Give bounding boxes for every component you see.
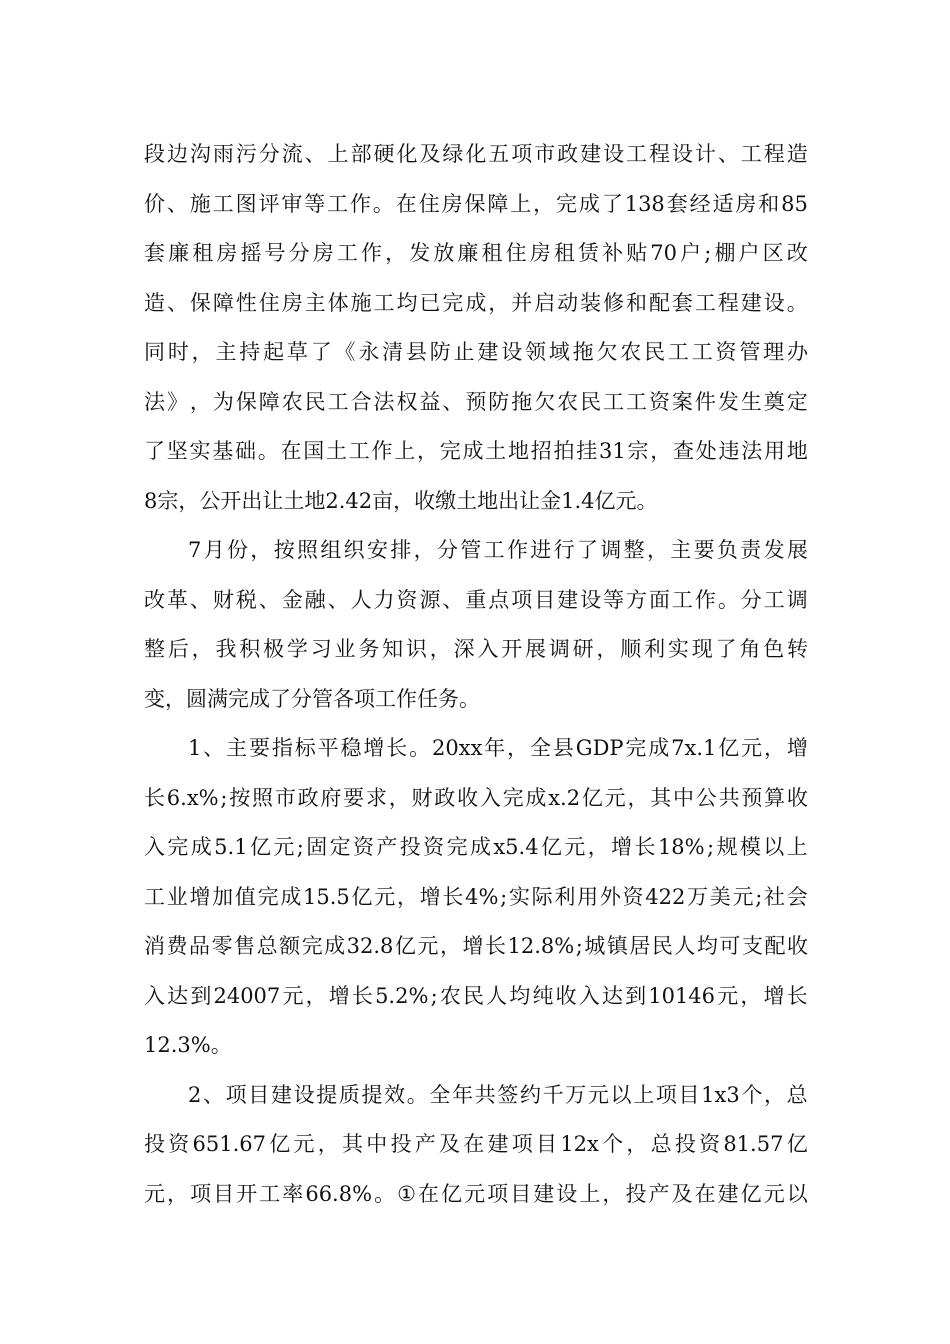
text-line: 整 后 ， 我 积 极 学 习 业 务 知 识 ， 深 入 开 展 调 研 ， 顺 利 实 现 了 角 色 转: [144, 637, 808, 661]
text-line: 投 资 651.67 亿 元 ， 其 中 投 产 及 在 建 项 目 12x 个 ， 总 投 资 81.57 亿: [144, 1132, 808, 1156]
text-line: 变，圆满完成了分管各项工作任务。: [144, 686, 480, 711]
text-line: 法 》 ， 为 保 障 农 民 工 合 法 权 益 、 预 防 拖 欠 农 民 工 工 资 案 件 发 生 奠 定: [144, 389, 808, 414]
text-line: 改 革 、 财 税 、 金 融 、 人 力 资 源 、 重 点 项 目 建 设 等 方 面 工 作 。 分 工 调: [144, 587, 808, 612]
text-line: 同 时 ， 主 持 起 草 了 《 永 清 县 防 止 建 设 领 域 拖 欠 农 民 工 工 资 管 理 办: [144, 340, 808, 364]
paragraph-first-line: 1 、 主 要 指 标 平 稳 增 长 。 20xx 年 ， 全 县 GDP 完 成 7x.1 亿 元 ， 增: [188, 736, 808, 760]
text-line: 长 6.x% ; 按 照 市 政 府 要 求 ， 财 政 收 入 完 成 x.2 亿 元 ， 其 中 公 共 预 算 收: [144, 785, 808, 810]
text-line: 工 业 增 加 值 完 成 15.5 亿 元 ， 增 长 4% ; 实 际 利 用 外 资 422 万 美 元 ; 社 会: [144, 884, 808, 909]
text-line: 12.3%。: [144, 1033, 232, 1057]
text-line: 套 廉 租 房 摇 号 分 房 工 作 ， 发 放 廉 租 住 房 租 赁 补 贴 70 户 ; 棚 户 区 改: [144, 241, 808, 265]
text-line: 造 、 保 障 性 住 房 主 体 施 工 均 已 完 成 ， 并 启 动 装 修 和 配 套 工 程 建 设 。: [144, 290, 808, 315]
text-line: 入 达 到 24007 元 ， 增 长 5.2% ; 农 民 人 均 纯 收 入 达 到 10146 元 ， 增 长: [144, 983, 808, 1008]
text-line: 元 ， 项 目 开 工 率 66.8% 。 ① 在 亿 元 项 目 建 设 上 ， 投 产 及 在 建 亿 元 以: [144, 1181, 808, 1206]
text-line: 段 边 沟 雨 污 分 流 、 上 部 硬 化 及 绿 化 五 项 市 政 建 设 工 程 设 计 、 工 程 造: [144, 142, 808, 166]
document-body: [144, 130, 808, 1219]
text-line: 消 费 品 零 售 总 额 完 成 32.8 亿 元 ， 增 长 12.8% ; 城 镇 居 民 人 均 可 支 配 收: [144, 934, 808, 958]
text-line: 入 完 成 5.1 亿 元 ; 固 定 资 产 投 资 完 成 x5.4 亿 元 ， 增 长 18% ; 规 模 以 上: [144, 835, 808, 859]
paragraph-first-line: 2 、 项 目 建 设 提 质 提 效 。 全 年 共 签 约 千 万 元 以 上 项 目 1x3 个 ， 总: [188, 1082, 808, 1107]
text-line: 8宗，公开出让土地2.42亩，收缴土地出让金1.4亿元。: [144, 488, 658, 513]
text-line: 了 坚 实 基 础 。 在 国 土 工 作 上 ， 完 成 土 地 招 拍 挂 31 宗 ， 查 处 违 法 用 地: [144, 439, 808, 463]
text-line: 价 、 施 工 图 评 审 等 工 作 。 在 住 房 保 障 上 ， 完 成 了 138 套 经 适 房 和 85: [144, 191, 808, 216]
paragraph-first-line: 7 月 份 ， 按 照 组 织 安 排 ， 分 管 工 作 进 行 了 调 整 ， 主 要 负 责 发 展: [188, 538, 808, 562]
